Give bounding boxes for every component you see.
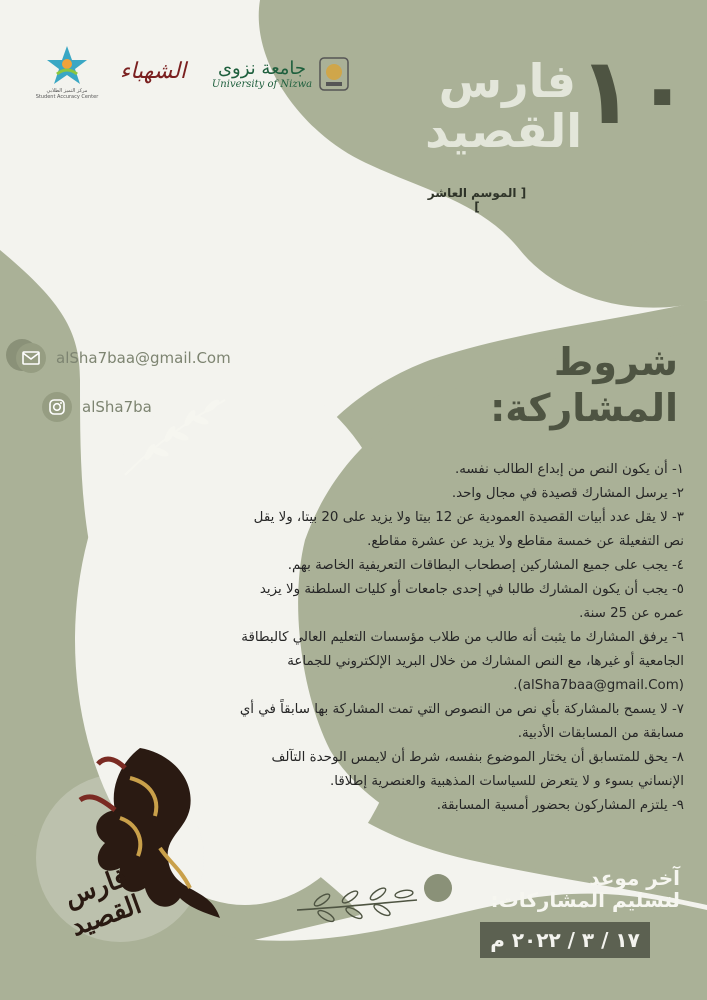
student-accuracy-center-logo	[36, 36, 98, 108]
conditions-heading-line1: شروط	[553, 340, 678, 384]
rule-item: ٢- يرسل المشارك قصيدة في مجال واحد.	[451, 486, 684, 501]
star-people-icon	[45, 44, 89, 88]
horse-emblem	[20, 738, 240, 958]
title-line1: فارس	[438, 54, 576, 108]
rule-item: ٦- يرفق المشارك ما يثبت أنه طالب من طلاب مؤسسات التعليم العالي كالبطاقة الجامعية أو غيرها، مع النص المشارك من خلال البريد الإلكتروني للجماعة (alSha7baa@gmail.Com).	[241, 630, 684, 693]
rule-item: ١- أن يكون النص من إبداع الطالب نفسه.	[454, 462, 684, 477]
shahba-calligraphy: الشهباء	[119, 58, 187, 84]
deadline-date-box	[480, 922, 650, 958]
rule-item: ٨- يحق للمتسابق أن يختار الموضوع بنفسه، شرط أن لايمس الوحدة التآلف الإنساني بسوء و لا يتعرض للسياسات المذهبية والعنصرية إطلاقا.	[271, 750, 684, 789]
rule-item: ٧- لا يسمح بالمشاركة بأي نص من النصوص التي تمت المشاركة بها سابقاً في أي مسابقة من المسابقات الأدبية.	[239, 702, 684, 741]
university-en-label: University of Nizwa	[211, 79, 313, 90]
rule-item: ٩- يلتزم المشاركون بحضور أمسية المسابقة.	[436, 798, 684, 813]
rule-item: ٤- يجب على جميع المشاركين إصطحاب البطاقات التعريفية الخاصة بهم.	[287, 558, 684, 573]
university-of-nizwa-logo	[196, 48, 366, 100]
mail-icon	[16, 343, 46, 373]
deadline-label-line2: لتسليم المشاركات:	[490, 888, 680, 912]
deadline-label-line1: آخر موعد	[589, 866, 680, 890]
email-address[interactable]: alSha7baa@gmail.Com	[56, 349, 231, 367]
accuracy-center-ar-label: مركز التميز الطلابي	[46, 88, 88, 94]
shahba-logo	[118, 42, 188, 100]
university-ar-label: جامعة نزوى	[217, 58, 306, 79]
season-number: ١٠	[578, 38, 691, 145]
university-seal-icon	[318, 56, 350, 92]
rule-item: ٥- يجب أن يكون المشارك طالبا في إحدى جامعات أو كليات السلطنة ولا يزيد عمره عن 25 سنة.	[259, 582, 684, 621]
accuracy-center-en-label: Student Accuracy Center	[35, 94, 99, 100]
title-line2: القصيد	[425, 104, 582, 158]
emblem-calligraphy: فارس القصيد	[60, 862, 146, 943]
conditions-list	[230, 458, 684, 818]
instagram-handle[interactable]: alSha7ba	[82, 398, 152, 416]
email-contact[interactable]	[16, 343, 231, 373]
conditions-heading-line2: المشاركة:	[490, 386, 678, 430]
rule-item: ٣- لا يقل عدد أبيات القصيدة العمودية عن 12 بيتا ولا يزيد على 20 بيتا، ولا يقل نص التفعيلة عن خمسة مقاطع ولا يزيد عن عشرة مقاطع.	[253, 510, 684, 549]
olive-branch-icon	[292, 880, 422, 930]
deadline-date: ١٧ / ٣ / ٢٠٢٢ م	[490, 928, 640, 952]
instagram-icon	[42, 392, 72, 422]
season-label: [ الموسم العاشر ]	[427, 186, 527, 214]
olive-branch-icon	[120, 390, 230, 480]
